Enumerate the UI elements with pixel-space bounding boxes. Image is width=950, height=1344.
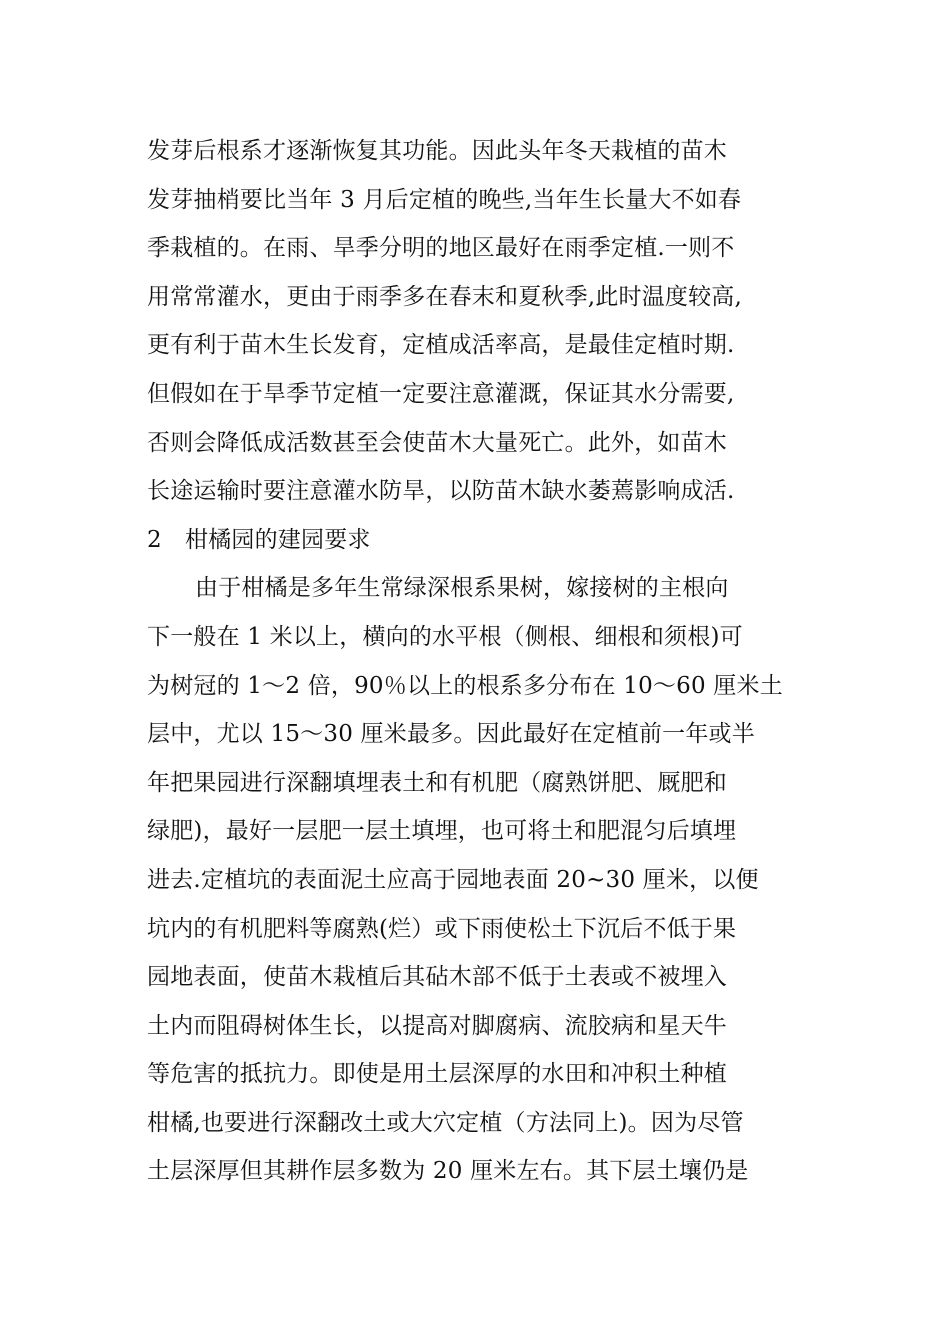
paragraph-line: 土层深厚但其耕作层多数为 20 厘米左右。其下层土壤仍是 [147,1158,749,1185]
paragraph-line: 否则会降低成活数甚至会使苗木大量死亡。此外，如苗木 [147,429,727,456]
paragraph-line: 为树冠的 1～2 倍，90％以上的根系多分布在 10～60 厘米土 [147,672,783,699]
paragraph-line: 进去.定植坑的表面泥土应高于园地表面 20~30 厘米，以便 [147,866,759,893]
paragraph-line: 园地表面，使苗木栽植后其砧木部不低于土表或不被埋入 [147,964,727,991]
paragraph-line: 坑内的有机肥料等腐熟(烂）或下雨使松土下沉后不低于果 [147,915,737,942]
paragraph-line: 发芽抽梢要比当年 3 月后定植的晚些,当年生长量大不如春 [147,186,742,213]
paragraph-line: 用常常灌水，更由于雨季多在春末和夏秋季,此时温度较高, [147,283,743,310]
paragraph-line: 绿肥)，最好一层肥一层土填埋，也可将土和肥混匀后填埋 [147,818,737,845]
body-text [147,127,827,1196]
paragraph-first-line [147,564,827,613]
paragraph-line: 等危害的抵抗力。即使是用土层深厚的水田和冲积土种植 [147,1061,727,1088]
section-heading [147,516,827,565]
paragraph-line: 但假如在于旱季节定植一定要注意灌溉，保证其水分需要, [147,380,735,407]
paragraph-line: 柑橘,也要进行深翻改土或大穴定植（方法同上)。因为尽管 [147,1109,744,1136]
paragraph-line: 年把果园进行深翻填埋表土和有机肥（腐熟饼肥、厩肥和 [147,769,727,796]
paragraph-line: 土内而阻碍树体生长，以提高对脚腐病、流胶病和星天牛 [147,1012,727,1039]
paragraph-line: 发芽后根系才逐渐恢复其功能。因此头年冬天栽植的苗木 [147,138,727,164]
paragraph-line: 长途运输时要注意灌水防旱，以防苗木缺水萎蔫影响成活. [147,478,735,505]
section-title: 柑橘园的建园要求 [185,526,371,553]
paragraph-line: 季栽植的。在雨、旱季分明的地区最好在雨季定植.一则不 [147,235,735,262]
section-number: 2 [147,526,162,553]
paragraph-line: 更有利于苗木生长发育，定植成活率高，是最佳定植时期. [147,332,735,359]
paragraph-line: 下一般在 1 米以上，横向的水平根（侧根、细根和须根)可 [147,623,743,650]
paragraph-line-text: 由于柑橘是多年生常绿深根系果树，嫁接树的主根向 [195,575,729,602]
paragraph-line: 层中，尤以 15～30 厘米最多。因此最好在定植前一年或半 [147,721,755,748]
